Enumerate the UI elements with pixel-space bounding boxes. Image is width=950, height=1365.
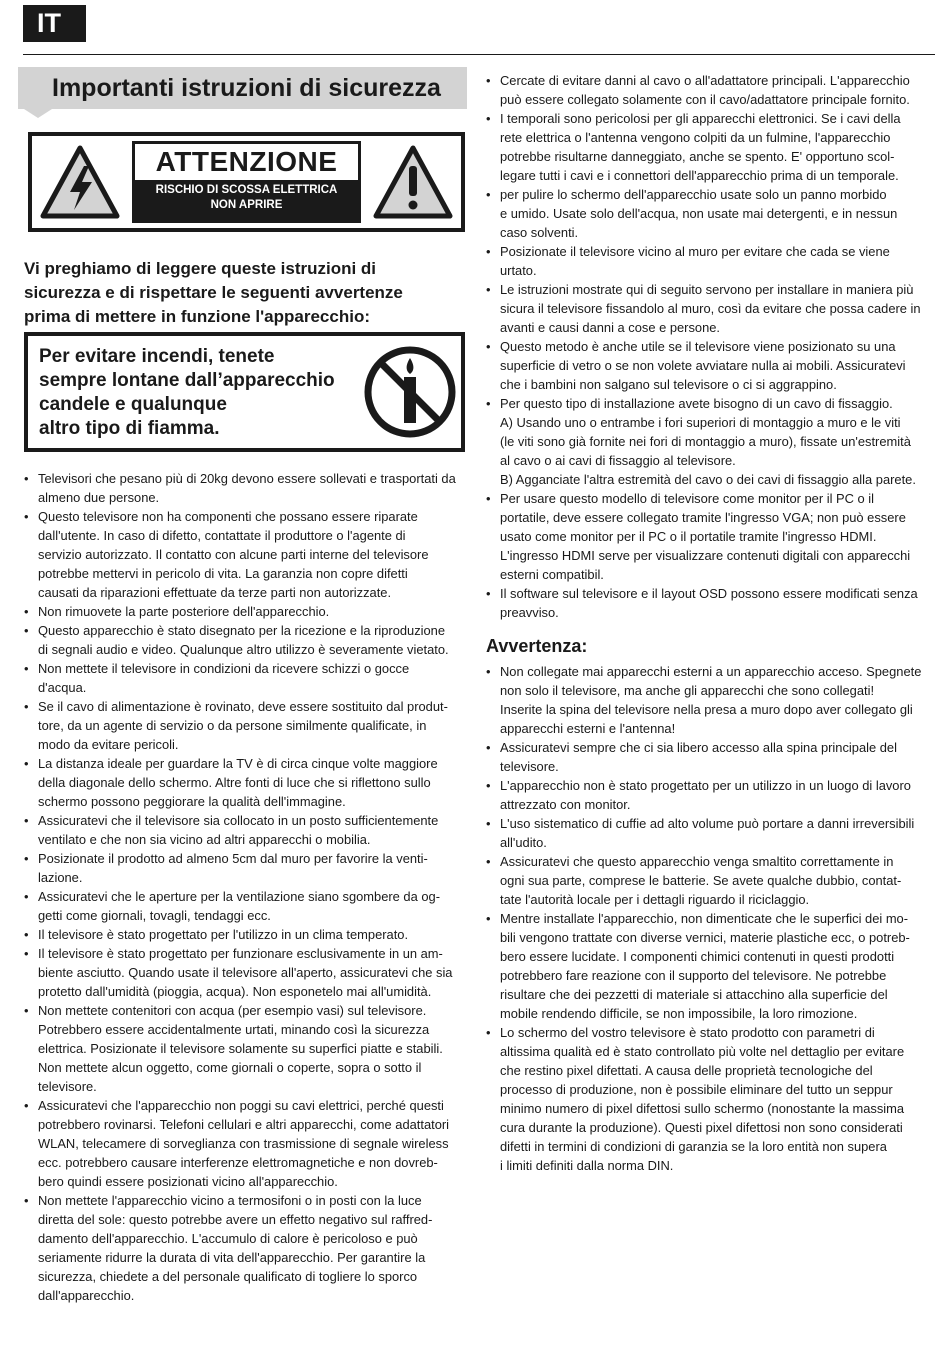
list-item: • Assicuratevi che le aperture per la ventilazione siano sgombere da og- getti come giornali, tovagli, tendaggi ecc.: [24, 887, 472, 925]
list-item: • Televisori che pesano più di 20kg devono essere sollevati e trasportati da almeno due persone.: [24, 469, 472, 507]
safety-list-right: [486, 71, 936, 622]
list-item: • Assicuratevi che l'apparecchio non poggi su cavi elettrici, perché questi potrebbero rovinarsi. Telefoni cellulari e altri apparecchi, come adattatori WLAN, telecamere di sorveglianza con trasmissione di segnale wireless ecc. potrebbero causare interferenze elettromagnetiche e non dovreb- bero quindi essere posizionati vicino all'apparecchio.: [24, 1096, 472, 1191]
intro-text: Vi preghiamo di leggere queste istruzioni di sicurezza e di rispettare le seguenti avvertenze prima di mettere in funzione l'apparecchio:: [24, 259, 403, 326]
list-item: • Non mettete l'apparecchio vicino a termosifoni o in posti con la luce diretta del sole: questo potrebbe avere un effetto negativo sul raffred- damento dell'apparecchio. L'accumulo di calore è pericoloso e può seriamente ridurre la durata di vita dell'apparecchio. Per garantire la sicurezza, chiedete a del personale qualificato di togliere lo sporco dall'apparecchio.: [24, 1191, 472, 1305]
no-candle-icon: [364, 346, 456, 438]
list-item: • Questo apparecchio è stato disegnato per la ricezione e la riproduzione di segnali audio e video. Qualunque altro utilizzo è severamente vietato.: [24, 621, 472, 659]
list-item: • Assicuratevi che il televisore sia collocato in un posto sufficientemente ventilato e che non sia vicino ad altri apparecchi o mobilia.: [24, 811, 472, 849]
lightning-triangle-icon: [40, 144, 120, 220]
fire-warning-box: [24, 332, 465, 452]
list-item: • Non rimuovete la parte posteriore dell'apparecchio.: [24, 602, 472, 621]
list-item: • Cercate di evitare danni al cavo o all'adattatore principali. L'apparecchio può essere collegato solamente con il cavo/adattatore principale fornito.: [486, 71, 936, 109]
list-item: • Questo metodo è anche utile se il televisore viene posizionato su una superficie di vetro o se non volete avviatare nulla ai mobili. Assicuratevi che i bambini non salgano sul televisore o ci si aggrappino.: [486, 337, 936, 394]
electric-shock-warning: [28, 132, 465, 232]
list-item: • Per questo tipo di installazione avete bisogno di un cavo di fissaggio. A) Usando uno o entrambe i fori superiori di montaggio a muro e le viti (le viti sono già fornite nei fori di montaggio a muro), fissate un'estremità al cavo o ai cavi di fissaggio al televisore. B) Agganciate l'altra estremità del cavo o dei cavi di fissaggio alla parete.: [486, 394, 936, 489]
list-item: • Non mettete contenitori con acqua (per esempio vasi) sul televisore. Potrebbero essere accidentalmente urtati, minando così la sicurezza elettrica. Posizionate il televisore solamente su superfici piatte e stabili. Non mettete alcun oggetto, come giornali o coperte, sopra o sotto il televisore.: [24, 1001, 472, 1096]
left-column: [18, 67, 468, 1303]
list-item: • per pulire lo schermo dell'apparecchio usate solo un panno morbido e umido. Usate solo dell'acqua, non usate mai detergenti, e in nessun caso solventi.: [486, 185, 936, 242]
exclamation-triangle-icon: [373, 144, 453, 220]
top-rule: [23, 54, 935, 55]
list-item: • Posizionate il televisore vicino al muro per evitare che cada se viene urtato.: [486, 242, 936, 280]
list-item: • Se il cavo di alimentazione è rovinato, deve essere sostituito dal produt- tore, da un agente di servizio o da persone similmente qualificate, in modo da evitare pericoli.: [24, 697, 472, 754]
list-item: • I temporali sono pericolosi per gli apparecchi elettronici. Se i cavi della rete elettrica o l'antenna vengono colpiti da un fulmine, l'apparecchio potrebbe risultarne danneggiato, anche se spento. E' opportuno scol- legare tutti i cavi e i connettori dell'apparecchio prima di un temporale.: [486, 109, 936, 185]
list-item: • Questo televisore non ha componenti che possano essere riparate dall'utente. In caso di difetto, contattate il produttore o l'agente di servizio autorizzato. Il contatto con alcune parti interne del televisore potrebbe mettervi in pericolo di vita. La garanzia non copre difetti causati da riparazioni effettuate da terze parti non autorizzate.: [24, 507, 472, 602]
list-item: • L'uso sistematico di cuffie ad alto volume può portare a danni irreversibili all'udito.: [486, 814, 936, 852]
fire-warning-text: Per evitare incendi, tenete sempre lontane dall’apparecchio candele e qualunque altro tipo di fiamma.: [39, 346, 335, 439]
list-item: • L'apparecchio non è stato progettato per un utilizzo in un luogo di lavoro attrezzato con monitor.: [486, 776, 936, 814]
list-item: • Assicuratevi sempre che ci sia libero accesso alla spina principale del televisore.: [486, 738, 936, 776]
avvertenza-heading: Avvertenza:: [486, 636, 588, 656]
list-item: • Mentre installate l'apparecchio, non dimenticate che le superfici dei mo- bili vengono trattate con diverse vernici, materie plastiche ecc, o potreb- bero essere lucidate. I componenti chimici contenuti in questi prodotti potrebbero fare reazione con il supporto del televisore. Ne potrebbe risultare che dei pezzetti di materiale si attacchino alla superficie del mobile rendendo difficile, se non impossibile, la loro rimozione.: [486, 909, 936, 1023]
safety-list-left: [24, 469, 472, 1305]
warning-subtitle-2: NON APRIRE: [210, 199, 283, 211]
page-title: Importanti istruzioni di sicurezza: [18, 67, 467, 109]
warning-subtitle-1: RISCHIO DI SCOSSA ELETTRICA: [155, 184, 338, 196]
list-item: • Il televisore è stato progettato per funzionare esclusivamente in un am- biente asciutto. Quando usate il televisore all'aperto, assicuratevi che sia protetto dall'umidità (pioggia, acqua). Non esponetelo mai all'umidità.: [24, 944, 472, 1001]
list-item: • Assicuratevi che questo apparecchio venga smaltito correttamente in ogni sua parte, comprese le batterie. Se avete qualche dubbio, contat- tate l'autorità locale per i dettagli riguardo il riciclaggio.: [486, 852, 936, 909]
list-item: • Posizionate il prodotto ad almeno 5cm dal muro per favorire la venti- lazione.: [24, 849, 472, 887]
list-item: • La distanza ideale per guardare la TV è di circa cinque volte maggiore della diagonale dello schermo. Altre fonti di luce che si riflettono sullo schermo possono peggiorare la qualità dell'immagine.: [24, 754, 472, 811]
avvertenza-list: [486, 662, 936, 1175]
list-item: • Lo schermo del vostro televisore è stato prodotto con parametri di altissima qualità ed è stato controllato più volte nel dettaglio per evitare che restino pixel difettati. A causa delle proprietà tecnologiche del processo di produzione, non è possibile eliminare del tutto un seppur minimo numero di pixel difettosi sullo schermo (nonostante la massima cura durante la produzione). Questi pixel difettosi non sono considerati difetti in termini di condizioni di garanzia se la loro entità non supera i limiti definiti dalla norma DIN.: [486, 1023, 936, 1175]
language-badge: IT: [23, 5, 86, 42]
warning-label: [132, 141, 361, 223]
list-item: • Non mettete il televisore in condizioni da ricevere schizzi o gocce d'acqua.: [24, 659, 472, 697]
right-column: [486, 71, 936, 1175]
list-item: • Non collegate mai apparecchi esterni a un apparecchio acceso. Spegnete non solo il televisore, ma anche gli apparecchi che sono collegati! Inserite la spina del televisore nella presa a muro dopo aver collegato gli apparecchi esterni e l'antenna!: [486, 662, 936, 738]
list-item: • Le istruzioni mostrate qui di seguito servono per installare in maniera più sicura il televisore fissandolo al muro, così da evitare che possa cadere in avanti e causi danni a cose e persone.: [486, 280, 936, 337]
warning-word: ATTENZIONE: [135, 144, 358, 180]
list-item: • Per usare questo modello di televisore come monitor per il PC o il portatile, deve essere collegato tramite l'ingresso VGA; non può essere usato come monitor per il PC o il portatile tramite l'ingresso HDMI. L'ingresso HDMI serve per visualizzare contenuti digitali con apparecchi esterni compatibil.: [486, 489, 936, 584]
list-item: • Il software sul televisore e il layout OSD possono essere modificati senza preavviso.: [486, 584, 936, 622]
list-item: • Il televisore è stato progettato per l'utilizzo in un clima temperato.: [24, 925, 472, 944]
